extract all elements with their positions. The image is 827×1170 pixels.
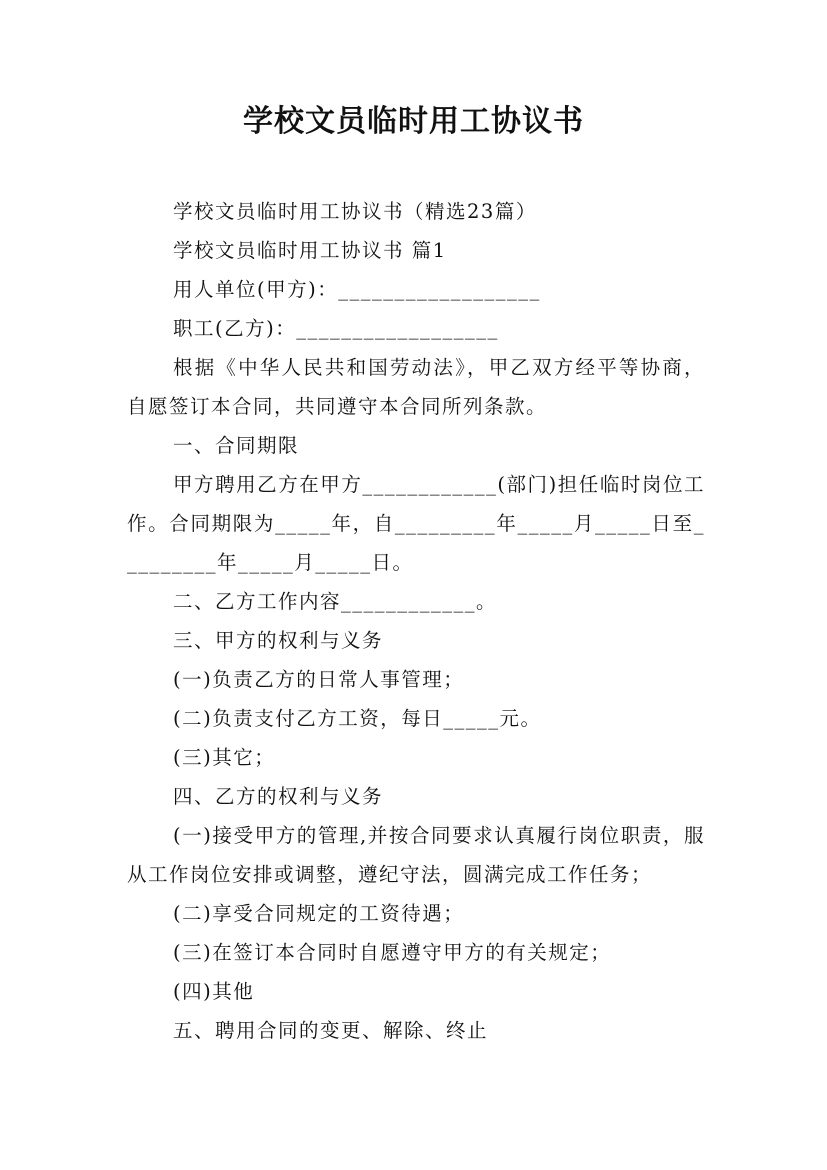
paragraph-contract-term: 甲方聘用乙方在甲方____________(部门)担任临时岗位工作。合同期限为_____年，自_________年_____月_____日至_________年_____月_____日。 — [127, 473, 705, 574]
list-item-b-4: (四)其他 — [173, 980, 255, 1003]
list-item-a-1: (一)负责乙方的日常人事管理； — [173, 668, 465, 691]
paragraph-subtitle: 学校文员临时用工协议书（精选23篇） — [173, 200, 537, 223]
list-item-a-3: (三)其它； — [173, 746, 276, 769]
clause-heading-party-a-rights: 三、甲方的权利与义务 — [173, 629, 384, 652]
paragraph-section-heading: 学校文员临时用工协议书 篇1 — [173, 239, 447, 262]
clause-heading-term: 一、合同期限 — [173, 434, 300, 457]
list-item-b-3: (三)在签订本合同时自愿遵守甲方的有关规定； — [173, 941, 612, 964]
clause-heading-work-content: 二、乙方工作内容____________。 — [173, 590, 498, 613]
paragraph-employee-field: 职工(乙方)：__________________ — [173, 317, 499, 340]
document-title: 学校文员临时用工协议书 — [243, 104, 584, 139]
paragraph-employer-field: 用人单位(甲方)：__________________ — [173, 278, 541, 301]
document-body — [127, 192, 705, 1050]
list-item-b-1: (一)接受甲方的管理,并按合同要求认真履行岗位职责，服从工作岗位安排或调整，遵纪守法，圆满完成工作任务； — [127, 824, 705, 886]
paragraph-preamble: 根据《中华人民共和国劳动法》，甲乙双方经平等协商，自愿签订本合同，共同遵守本合同所列条款。 — [127, 356, 705, 418]
list-item-a-2: (二)负责支付乙方工资，每日_____元。 — [173, 707, 542, 730]
clause-heading-change-termination: 五、聘用合同的变更、解除、终止 — [173, 1019, 489, 1042]
clause-heading-party-b-rights: 四、乙方的权利与义务 — [173, 785, 384, 808]
list-item-b-2: (二)享受合同规定的工资待遇； — [173, 902, 465, 925]
